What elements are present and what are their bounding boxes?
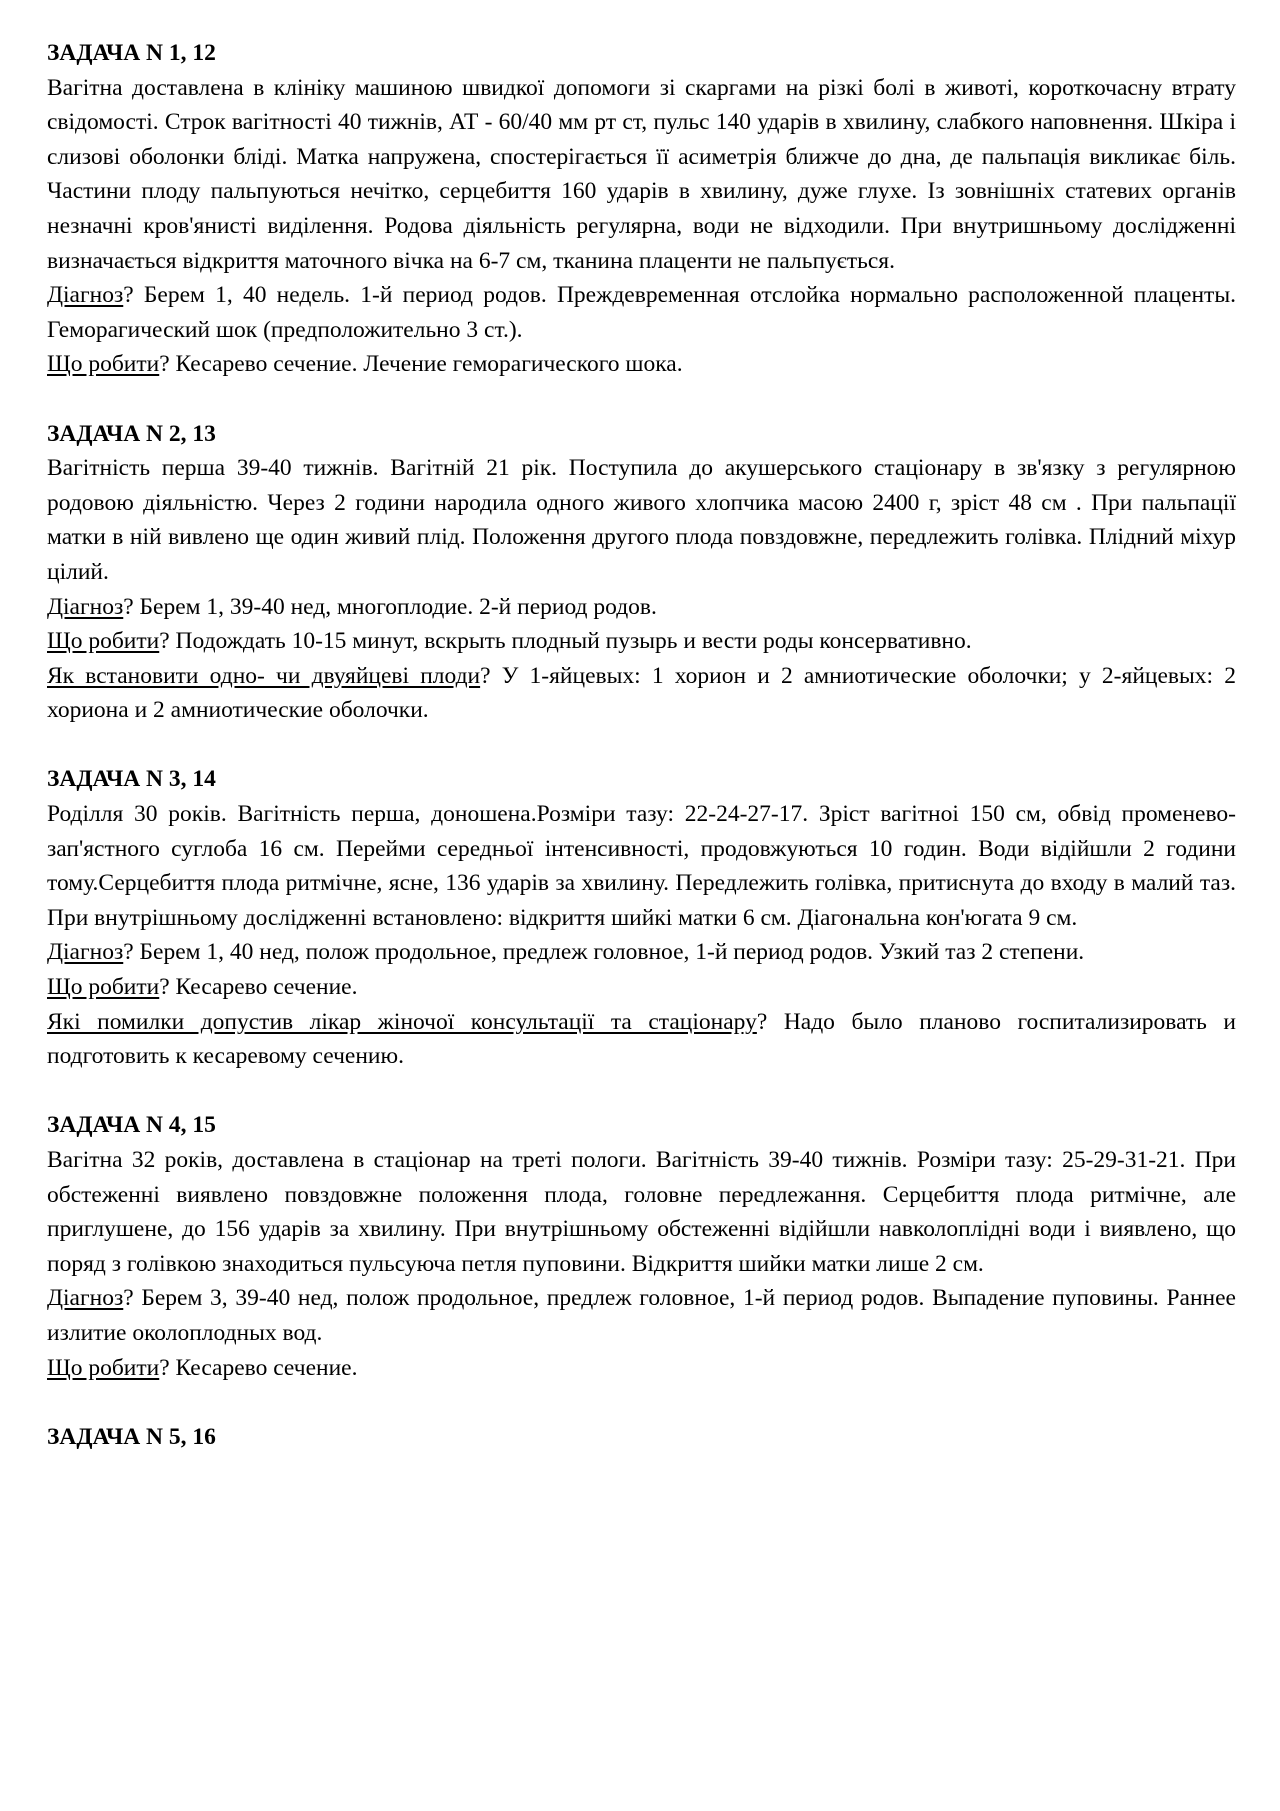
task-5 [47,1420,1236,1455]
question-label: Що робити [47,628,160,655]
task-title: ЗАДАЧА N 2, 13 [47,420,216,447]
answer-text: ? Кесарево сечение. Лечение геморагического шока. [159,351,683,378]
task-4 [47,1108,1236,1385]
answer-paragraph [47,1281,1236,1350]
answer-text: ? Подождать 10-15 минут, вскрыть плодный пузырь и вести роды консервативно. [159,628,972,655]
task-title: ЗАДАЧА N 4, 15 [47,1112,216,1139]
task-title: ЗАДАЧА N 3, 14 [47,766,216,793]
question-label: Діагноз [47,1285,124,1312]
question-label: Що робити [47,1354,160,1381]
answer-text: ? Надо было планово госпитализировать и подготовить к кесаревому сечению. [47,1008,1236,1070]
answer-paragraph [47,1005,1236,1074]
task-condition: Вагітна 32 років, доставлена в стаціонар на треті пологи. Вагітність 39-40 тижнів. Розміри тазу: 25-29-31-21. При обстеженні виявлено повздовжне положення плода, головне передлежання. Серцебиття плода ритмічне, але приглушене, до 156 ударів за хвилину. При внутрішньому обстеженні відійшли навколоплідні води і виявлено, що поряд з голівкою знаходиться пульсуюча петля пуповини. Відкриття шийки матки лише 2 см. [47,1147,1236,1277]
answer-paragraph [47,278,1236,347]
task-condition: Вагітна доставлена в клініку машиною швидкої допомоги зі скаргами на різкі болі в животі, короткочасну втрату свідомості. Строк вагітності 40 тижнів, АТ - 60/40 мм рт ст, пульс 140 ударів в хвилину, слабкого наповнення. Шкіра і слизові оболонки бліді. Матка напружена, спостерігається її асиметрія ближче до дна, де пальпація викликає біль. Частини плоду пальпуються нечітко, серцебиття 160 ударів в хвилину, дуже глухе. Із зовнішніх статевих органів незначні кров'янисті виділення. Родова діяльність регулярна, води не відходили. При внутришньому дослідженні визначається відкриття маточного вічка на 6-7 см, тканина плаценти не пальпується. [47,74,1236,274]
answer-text: ? Берем 1, 40 недель. 1-й период родов. Преждевременная отслойка нормально расположенной плаценты. Геморагический шок (предположительно 3 ст.). [47,282,1236,343]
question-label: Як встановити одно- чи двуяйцеві плоди [47,662,481,689]
answer-paragraph [47,590,1236,625]
question-label: Які помилки допустив лікар жіночої консультації та стаціонару [47,1008,757,1035]
task-3 [47,762,1236,1073]
task-1 [47,36,1236,382]
answer-paragraph [47,1351,1236,1386]
answer-text: ? Берем 1, 40 нед, полож продольное, предлеж головное, 1-й период родов. Узкий таз 2 степени. [123,939,1085,966]
task-condition: Вагітність перша 39-40 тижнів. Вагітній 21 рік. Поступила до акушерського стаціонару в зв'язку з регулярною родовою діяльністю. Через 2 години народила одного живого хлопчика масою 2400 г, зріст 48 см . При пальпації матки в ній вивлено ще один живий плід. Положення другого плода повздовжне, передлежить голівка. Плідний міхур цілий. [47,455,1236,585]
task-condition: Роділля 30 років. Вагітність перша, доношена.Розміри тазу: 22-24-27-17. Зріст вагітноі 150 см, обвід променево-зап'ястного суглоба 16 см. Перейми середньої інтенсивності, продовжуються 10 годин. Води відійшли 2 години тому.Серцебиття плода ритмічне, ясне, 136 ударів за хвилину. Передлежить голівка, притиснута до входу в малий таз. При внутрішньому дослідженні встановлено: відкриття шийкі матки 6 см. Діагональна кон'югата 9 см. [47,801,1236,931]
question-label: Що робити [47,351,160,378]
answer-paragraph [47,935,1236,970]
document-page [47,36,1236,1489]
question-label: Діагноз [47,593,124,620]
question-label: Діагноз [47,939,124,966]
answer-text: ? Кесарево сечение. [159,974,358,1001]
answer-text: ? Берем 1, 39-40 нед, многоплодие. 2-й период родов. [123,593,657,620]
question-label: Що робити [47,974,160,1001]
task-2 [47,417,1236,728]
answer-paragraph [47,659,1236,728]
answer-paragraph [47,624,1236,659]
answer-paragraph [47,970,1236,1005]
answer-text: ? Кесарево сечение. [159,1354,358,1381]
answer-text: ? У 1-яйцевых: 1 хорион и 2 амниотические оболочки; у 2-яйцевых: 2 хориона и 2 амниотические оболочки. [47,662,1236,724]
question-label: Діагноз [47,282,124,309]
answer-paragraph [47,347,1236,382]
answer-text: ? Берем 3, 39-40 нед, полож продольное, предлеж головное, 1-й период родов. Выпадение пуповины. Раннее излитие околоплодных вод. [47,1285,1236,1346]
task-title: ЗАДАЧА N 5, 16 [47,1423,216,1450]
task-title: ЗАДАЧА N 1, 12 [47,40,216,66]
